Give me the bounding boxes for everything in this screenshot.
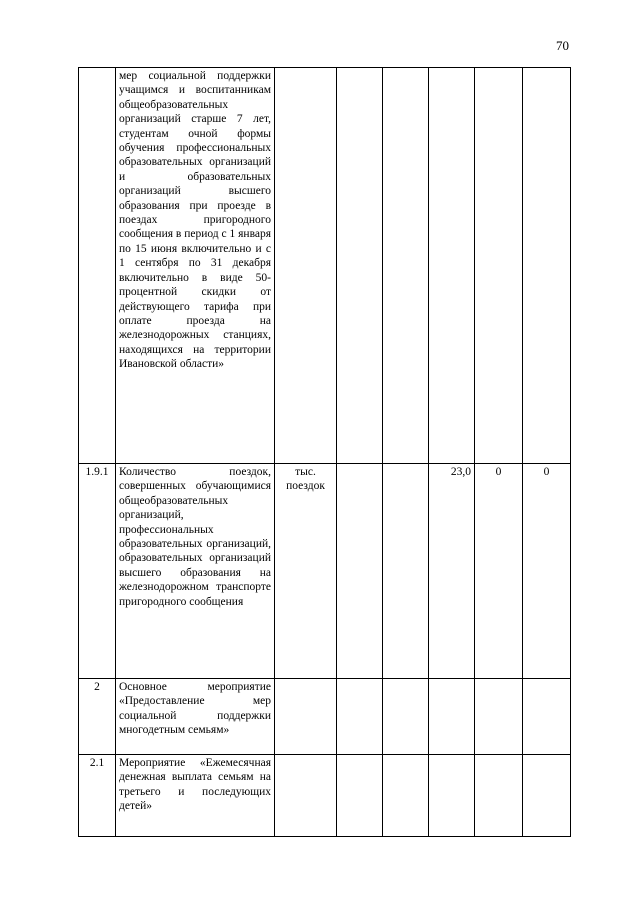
row-value-5: 0: [523, 464, 571, 679]
row-value-5: [523, 68, 571, 464]
row-number: 2: [79, 679, 116, 755]
row-unit: тыс. поездок: [275, 464, 337, 679]
row-value-3: 23,0: [429, 464, 475, 679]
row-value-3: [429, 68, 475, 464]
row-name: Основное мероприятие «Предоставление мер социальной поддержки многодетным семьям»: [116, 679, 275, 755]
row-value-4: 0: [475, 464, 523, 679]
table-row: [79, 68, 571, 464]
row-value-5: [523, 679, 571, 755]
row-value-1: [337, 679, 383, 755]
row-value-2: [383, 679, 429, 755]
row-unit: [275, 679, 337, 755]
row-value-4: [475, 679, 523, 755]
program-table: [78, 67, 571, 837]
page-number: 70: [556, 38, 569, 53]
row-value-1: [337, 68, 383, 464]
row-name: мер социальной поддержки учащимся и воспитанникам общеобразовательных организаций старше 7 лет, студентам очной формы обучения профессиональных образовательных организаций и образовательных организаций высшего образования при проезде в поездах пригородного сообщения в период с 1 января по 15 июня включительно и с 1 сентября по 31 декабря включительно в виде 50-процентной скидки от действующего тарифа при оплате проезда на железнодорожных станциях, находящихся на территории Ивановской области»: [116, 68, 275, 464]
row-value-4: [475, 755, 523, 837]
row-value-3: [429, 679, 475, 755]
table-row: [79, 679, 571, 755]
row-value-1: [337, 755, 383, 837]
row-value-5: [523, 755, 571, 837]
table-row: [79, 755, 571, 837]
row-number: [79, 68, 116, 464]
row-value-2: [383, 68, 429, 464]
row-number: 1.9.1: [79, 464, 116, 679]
row-value-2: [383, 464, 429, 679]
row-name: Количество поездок, совершенных обучающимися общеобразовательных организаций, профессиональных образовательных организаций, образовательных организаций высшего образования на железнодорожном транспорте пригородного сообщения: [116, 464, 275, 679]
row-number: 2.1: [79, 755, 116, 837]
row-unit: [275, 755, 337, 837]
row-value-2: [383, 755, 429, 837]
row-value-3: [429, 755, 475, 837]
row-value-1: [337, 464, 383, 679]
row-value-4: [475, 68, 523, 464]
row-name: Мероприятие «Ежемесячная денежная выплата семьям на третьего и последующих детей»: [116, 755, 275, 837]
table-row: [79, 464, 571, 679]
row-unit: [275, 68, 337, 464]
